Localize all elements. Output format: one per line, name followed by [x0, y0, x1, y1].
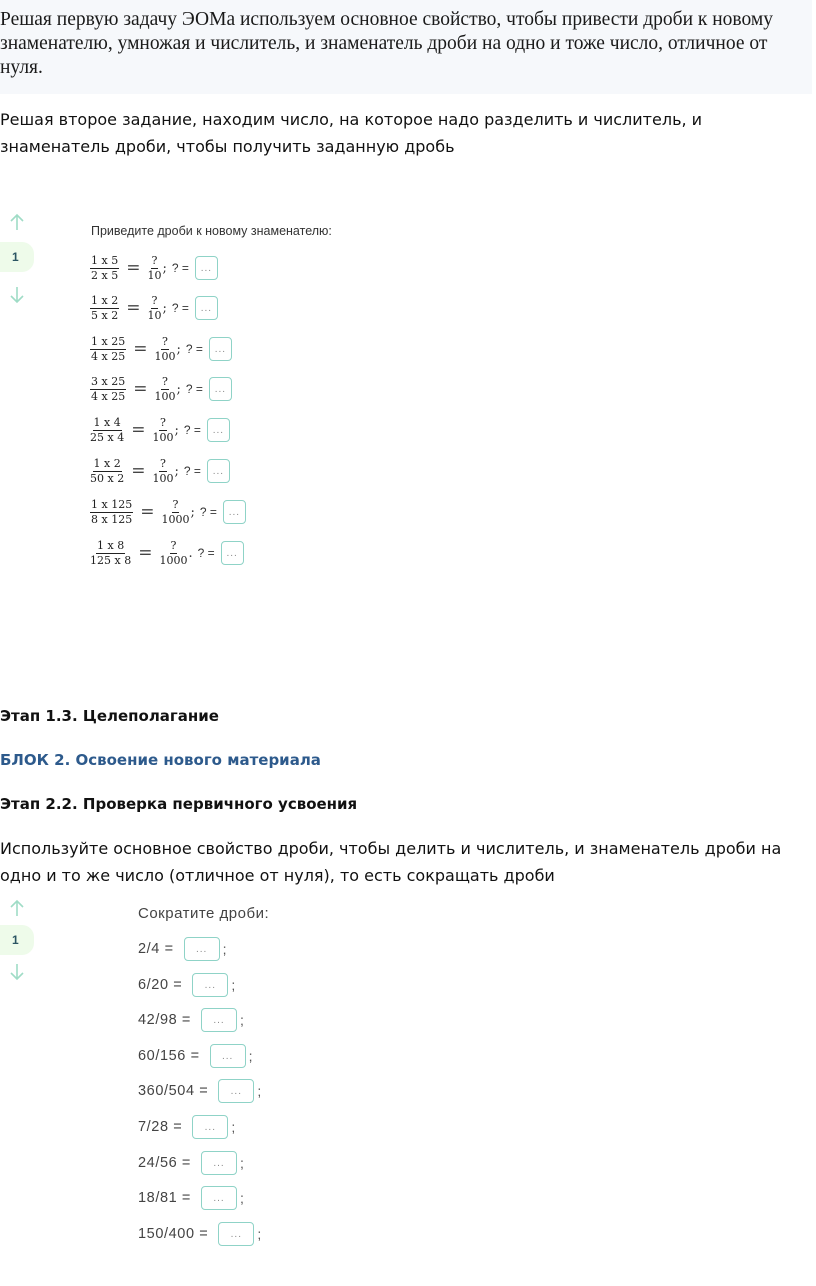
unknown-numerator: ?: [160, 456, 166, 470]
separator: ;: [190, 504, 195, 520]
stage-1-3-heading: Этап 1.3. Целеполагание: [0, 707, 219, 725]
answer-input[interactable]: ...: [223, 500, 246, 524]
reduce-row: [138, 1113, 235, 1141]
target-fraction: [161, 499, 189, 526]
fraction-row: [90, 292, 218, 324]
separator: ;: [239, 1155, 244, 1171]
equals-sign: =: [140, 502, 155, 522]
given-fraction: [90, 255, 119, 282]
fraction-row: [90, 333, 232, 365]
new-denominator: 100: [154, 389, 176, 403]
equals-sign: =: [133, 379, 148, 399]
question-label: ? =: [183, 423, 201, 437]
fraction-row: [90, 496, 246, 528]
exercise2-title: Сократите дроби:: [138, 905, 270, 922]
given-fraction: [90, 458, 124, 485]
separator: ;: [176, 381, 181, 397]
new-denominator: 10: [147, 268, 162, 282]
target-fraction: [154, 336, 175, 363]
question-number[interactable]: 1: [0, 925, 34, 955]
answer-input[interactable]: ...: [207, 418, 230, 442]
unknown-numerator: ?: [151, 293, 158, 307]
unknown-numerator: ?: [151, 253, 158, 267]
target-fraction: [152, 417, 173, 444]
separator: ;: [231, 977, 236, 993]
second-task-paragraph: Решая второе задание, находим число, на которое надо разделить и числитель, и знаменатель дроби, чтобы получить заданную дробь: [0, 110, 703, 156]
given-fraction: [90, 540, 131, 567]
separator: ;: [174, 422, 179, 438]
answer-input[interactable]: ...: [210, 1044, 246, 1068]
equals-sign: =: [131, 420, 146, 440]
reduce-row: [138, 1077, 261, 1105]
fraction-expression: 360/504 =: [138, 1083, 209, 1099]
question-label: ? =: [199, 505, 217, 519]
answer-input[interactable]: ...: [201, 1008, 237, 1032]
arrow-down-icon[interactable]: [8, 962, 26, 982]
given-fraction: [90, 336, 126, 363]
equals-sign: =: [138, 543, 153, 563]
denominator: 8 x 125: [91, 512, 133, 526]
separator: ;: [248, 1048, 253, 1064]
reduce-row: [138, 1006, 244, 1034]
fraction-row: [90, 252, 218, 284]
denominator: 125 x 8: [90, 553, 132, 567]
separator: ;: [174, 463, 179, 479]
numerator: 1 x 125: [91, 497, 133, 511]
fraction-expression: 60/156 =: [138, 1048, 200, 1064]
question-label: ? =: [197, 546, 215, 560]
equals-sign: =: [126, 298, 141, 318]
answer-input[interactable]: ...: [201, 1186, 237, 1210]
separator: ;: [162, 300, 167, 316]
answer-input[interactable]: ...: [201, 1151, 237, 1175]
denominator: 4 x 25: [91, 349, 126, 363]
separator: ;: [239, 1190, 244, 1206]
answer-input[interactable]: ...: [195, 296, 218, 320]
given-fraction: [90, 295, 119, 322]
separator: ;: [257, 1226, 262, 1242]
fraction-expression: 7/28 =: [138, 1119, 183, 1135]
fraction-row: [90, 414, 230, 446]
fraction-expression: 6/20 =: [138, 977, 183, 993]
target-fraction: [152, 458, 173, 485]
new-denominator: 100: [152, 471, 174, 485]
answer-input[interactable]: ...: [192, 1115, 228, 1139]
reduce-row: [138, 1184, 244, 1212]
target-fraction: [159, 540, 187, 567]
reduce-row: [138, 1042, 253, 1070]
intro-paragraph: Решая первую задачу ЭОМа используем основное свойство, чтобы привести дроби к новому знаменателю, умножая и числитель, и знаменатель дроби на одно и тоже число, отличное от нуля.: [0, 0, 812, 94]
separator: ;: [162, 260, 167, 276]
new-denominator: 1000: [159, 553, 188, 567]
answer-input[interactable]: ...: [218, 1079, 254, 1103]
unknown-numerator: ?: [172, 497, 179, 511]
separator: ;: [231, 1119, 236, 1135]
answer-input[interactable]: ...: [184, 937, 220, 961]
answer-input[interactable]: ...: [207, 459, 230, 483]
separator: ;: [222, 941, 227, 957]
question-label: ? =: [171, 301, 189, 315]
answer-input[interactable]: ...: [221, 541, 244, 565]
question-label: ? =: [185, 342, 203, 356]
separator: ;: [257, 1083, 262, 1099]
target-fraction: [154, 376, 175, 403]
denominator: 25 x 4: [90, 430, 125, 444]
answer-input[interactable]: ...: [209, 337, 232, 361]
denominator: 50 x 2: [90, 471, 125, 485]
separator: ;: [176, 341, 181, 357]
denominator: 4 x 25: [91, 389, 126, 403]
equals-sign: =: [133, 339, 148, 359]
new-denominator: 100: [152, 430, 174, 444]
fraction-expression: 2/4 =: [138, 941, 174, 957]
new-denominator: 10: [147, 308, 162, 322]
equals-sign: =: [131, 461, 146, 481]
arrow-down-icon[interactable]: [8, 285, 26, 305]
new-denominator: 1000: [161, 512, 190, 526]
new-denominator: 100: [154, 349, 176, 363]
answer-input[interactable]: ...: [192, 973, 228, 997]
target-fraction: [147, 295, 161, 322]
fraction-row: [90, 455, 230, 487]
numerator: 3 x 25: [91, 374, 126, 388]
stage-2-2-heading: Этап 2.2. Проверка первичного усвоения: [0, 795, 358, 813]
fraction-expression: 18/81 =: [138, 1190, 191, 1206]
block-2-heading: БЛОК 2. Освоение нового материала: [0, 751, 321, 769]
numerator: 1 x 2: [91, 293, 119, 307]
numerator: 1 x 5: [91, 253, 119, 267]
denominator: 2 x 5: [91, 268, 119, 282]
fraction-expression: 150/400 =: [138, 1226, 209, 1242]
unknown-numerator: ?: [162, 374, 168, 388]
separator: .: [188, 545, 193, 561]
equals-sign: =: [126, 258, 141, 278]
given-fraction: [90, 417, 124, 444]
arrow-up-icon[interactable]: [8, 898, 26, 918]
numerator: 1 x 2: [93, 456, 121, 470]
reduce-row: [138, 1220, 261, 1248]
unknown-numerator: ?: [162, 334, 168, 348]
answer-input[interactable]: ...: [218, 1222, 254, 1246]
numerator: 1 x 4: [93, 415, 121, 429]
reduce-row: [138, 935, 227, 963]
exercise1-title: Приведите дроби к новому знаменателю:: [91, 224, 332, 238]
denominator: 5 x 2: [91, 308, 119, 322]
numerator: 1 x 8: [97, 538, 125, 552]
given-fraction: [90, 376, 126, 403]
fraction-row: [90, 537, 244, 569]
question-label: ? =: [185, 382, 203, 396]
question-label: ? =: [183, 464, 201, 478]
fraction-row: [90, 373, 232, 405]
answer-input[interactable]: ...: [195, 256, 218, 280]
separator: ;: [239, 1012, 244, 1028]
fraction-expression: 42/98 =: [138, 1012, 191, 1028]
answer-input[interactable]: ...: [209, 377, 232, 401]
question-label: ? =: [171, 261, 189, 275]
question-number[interactable]: 1: [0, 242, 34, 272]
reduce-row: [138, 971, 235, 999]
unknown-numerator: ?: [170, 538, 177, 552]
given-fraction: [90, 499, 133, 526]
fraction-expression: 24/56 =: [138, 1155, 191, 1171]
numerator: 1 x 25: [91, 334, 126, 348]
reduce-fractions-paragraph: Используйте основное свойство дроби, чтобы делить и числитель, и знаменатель дроби на одно и то же число (отличное от нуля), то есть сокращать дроби: [0, 839, 782, 885]
arrow-up-icon[interactable]: [8, 212, 26, 232]
reduce-row: [138, 1149, 244, 1177]
target-fraction: [147, 255, 161, 282]
unknown-numerator: ?: [160, 415, 166, 429]
